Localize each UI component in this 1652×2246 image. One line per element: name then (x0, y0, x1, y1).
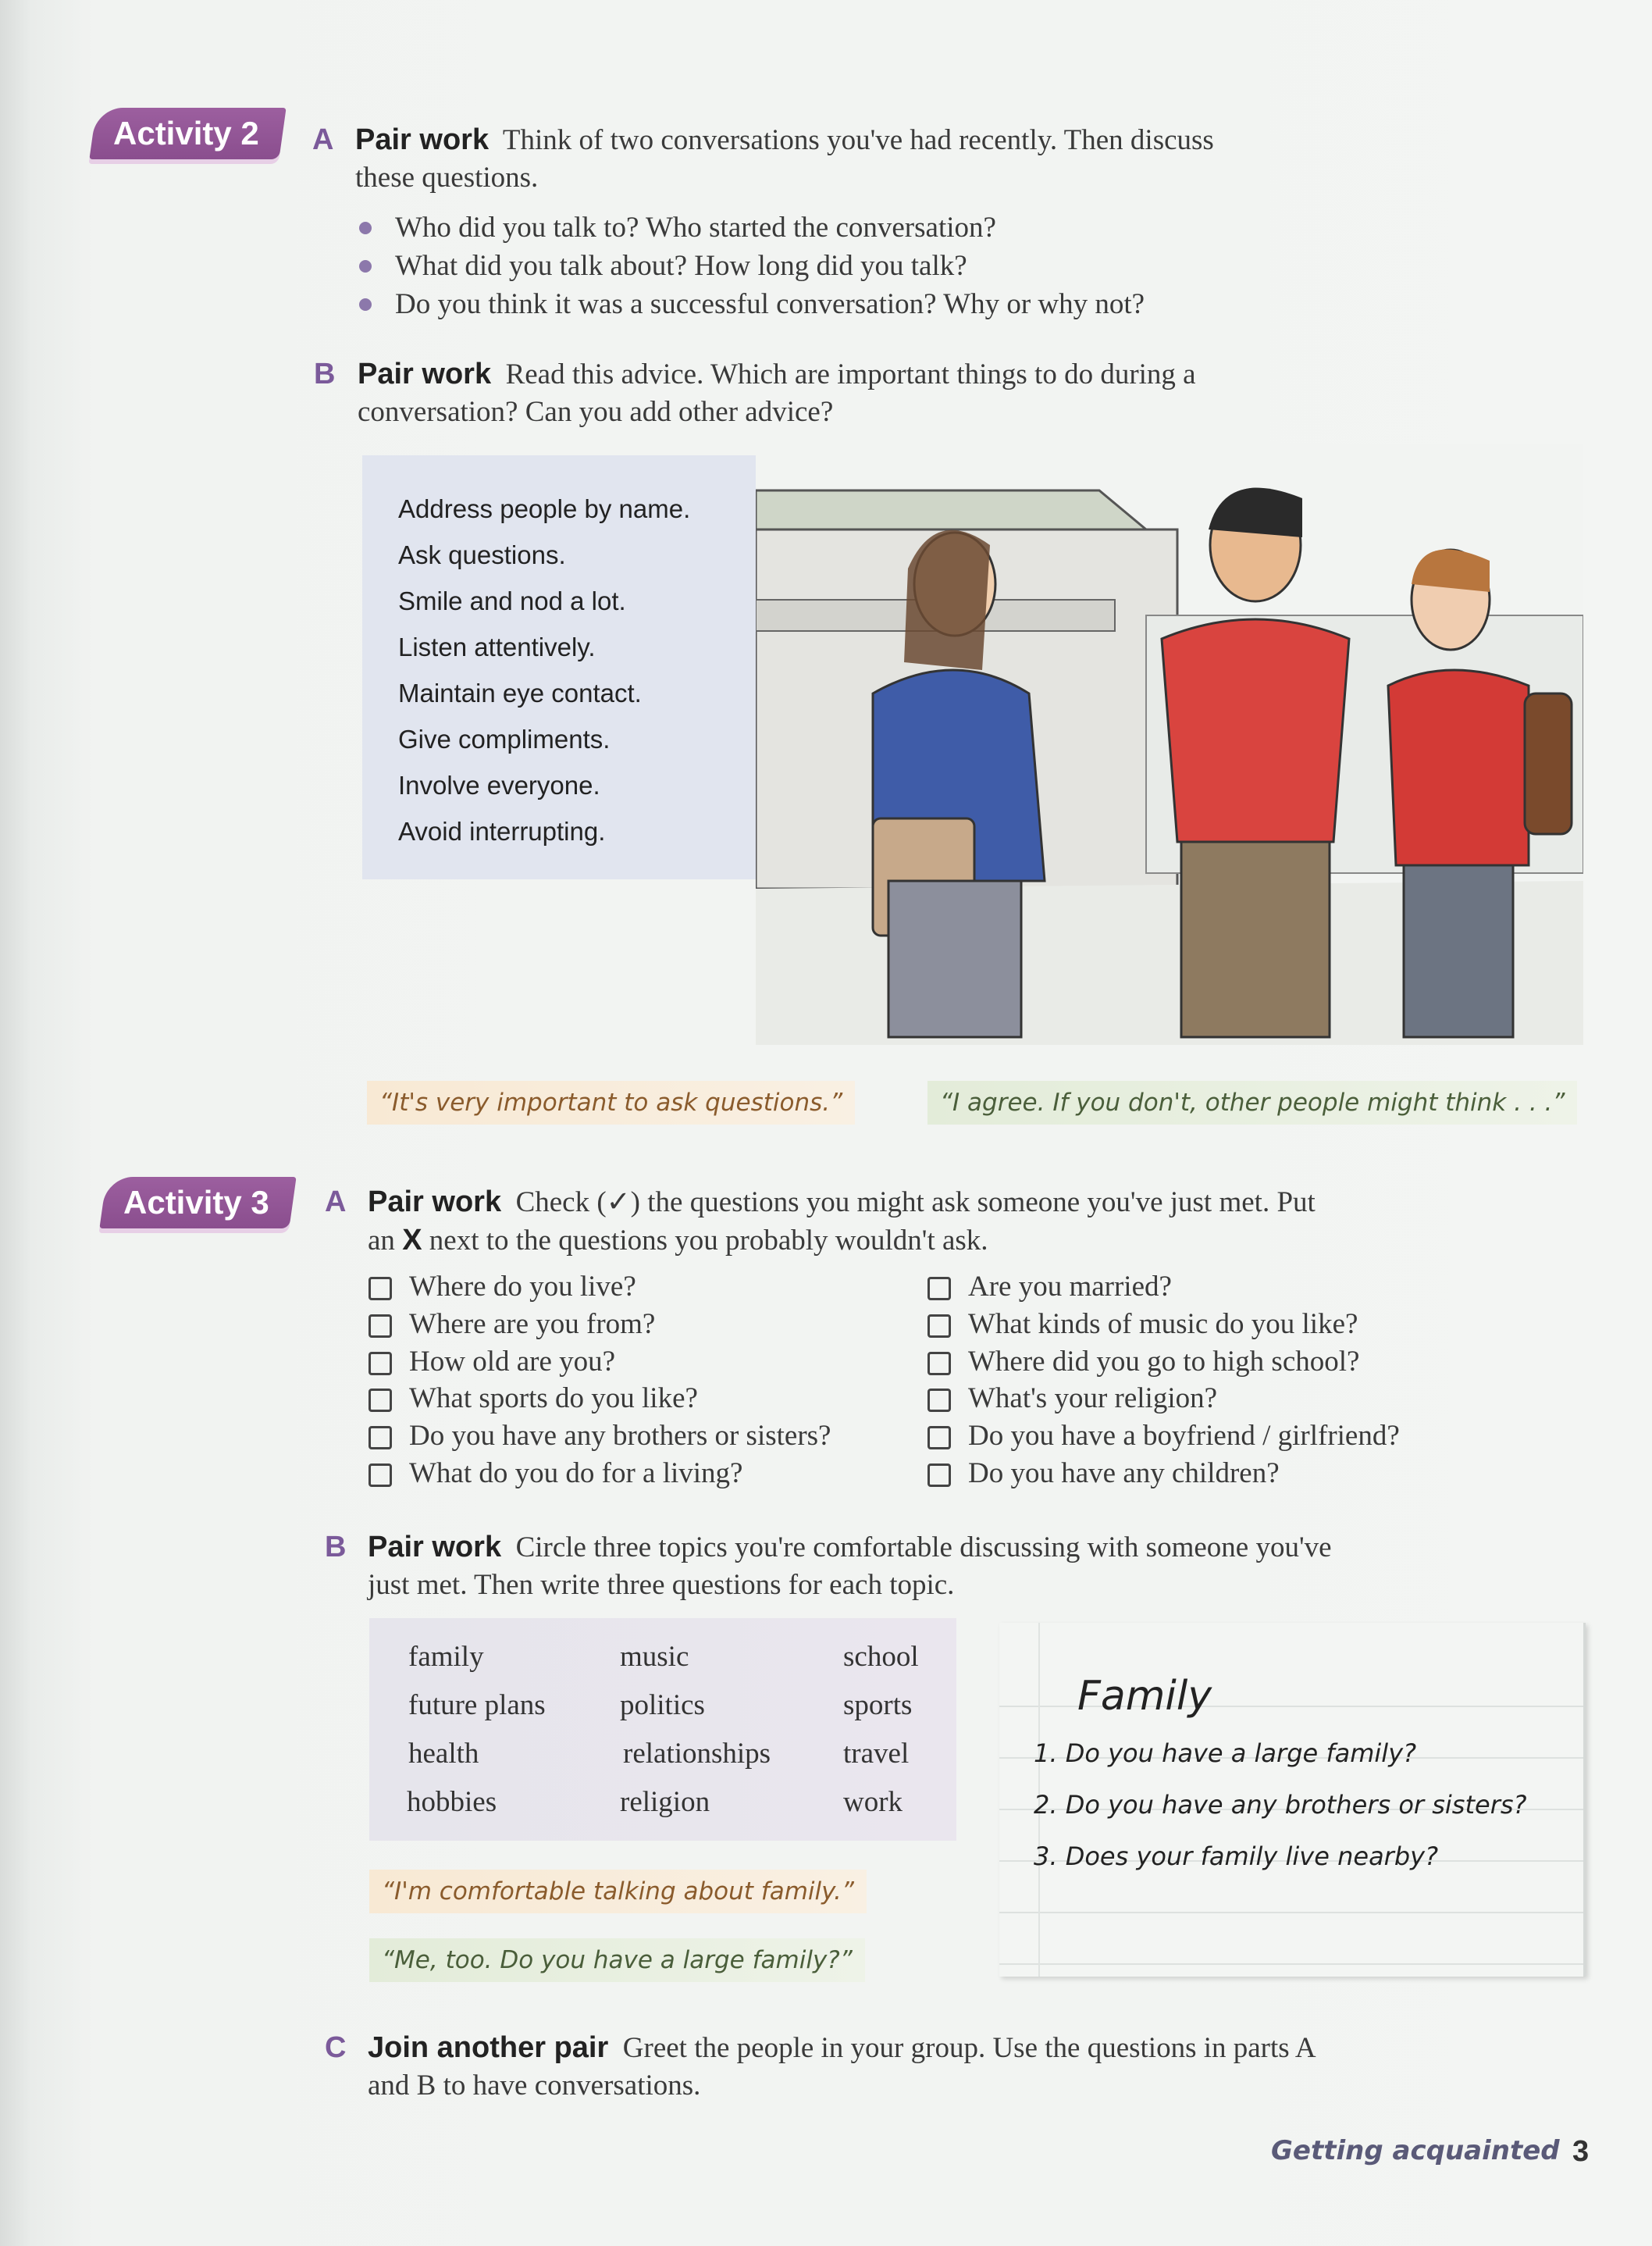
part-b-letter: B (314, 358, 336, 390)
section-title: Getting acquainted (1271, 2135, 1560, 2166)
topic-word[interactable]: music (620, 1641, 689, 1673)
note-item: 2. Do you have any brothers or sisters? (1034, 1790, 1527, 1820)
note-title: Family (1077, 1673, 1212, 1720)
checkbox-item[interactable]: Where are you from? (409, 1307, 655, 1341)
topics-box (369, 1618, 956, 1841)
topic-word[interactable]: health (408, 1738, 479, 1770)
checkbox-item[interactable]: Do you have a boyfriend / girlfriend? (968, 1419, 1400, 1453)
example-quote: “It's very important to ask questions.” (367, 1081, 855, 1125)
bullet-item: Who did you talk to? Who started the conversation? (395, 211, 996, 244)
activity-2-part-a-instructions: Pair work Think of two conversations you've had recently. Then discuss these questions. (355, 123, 1214, 194)
advice-item: Give compliments. (398, 725, 611, 754)
advice-item: Address people by name. (398, 494, 691, 523)
part-b-letter: B (325, 1531, 347, 1563)
checkbox-item[interactable]: Are you married? (968, 1270, 1172, 1303)
topic-word[interactable]: future plans (408, 1689, 546, 1721)
checkbox-item[interactable]: What's your religion? (968, 1381, 1217, 1415)
checkbox-item[interactable]: Where did you go to high school? (968, 1345, 1359, 1378)
example-quote: “I agree. If you don't, other people might think . . .” (927, 1081, 1577, 1125)
topic-word[interactable]: sports (843, 1689, 913, 1721)
topic-word[interactable]: hobbies (407, 1786, 497, 1818)
page-number: 3 (1572, 2135, 1590, 2168)
example-quote: “I'm comfortable talking about family.” (369, 1870, 867, 1913)
advice-item: Smile and nod a lot. (398, 586, 626, 615)
topic-word[interactable]: politics (620, 1689, 705, 1721)
example-quote: “Me, too. Do you have a large family?” (369, 1938, 865, 1982)
activity-3-part-a-instructions: Pair work Check (✓) the questions you might ask someone you've just met. Put an X next to the questions you probably wouldn't ask. (368, 1185, 1316, 1257)
note-item: 3. Does your family live nearby? (1034, 1841, 1439, 1871)
topic-word[interactable]: school (843, 1641, 919, 1673)
topic-word[interactable]: relationships (623, 1738, 771, 1770)
checkbox-item[interactable]: How old are you? (409, 1345, 615, 1378)
part-a-letter: A (325, 1185, 347, 1218)
notebook-paper (999, 1623, 1586, 1977)
checkbox-item[interactable]: Where do you live? (409, 1270, 636, 1303)
part-c-letter: C (325, 2031, 347, 2064)
checkbox-item[interactable]: Do you have any brothers or sisters? (409, 1419, 831, 1453)
advice-item: Ask questions. (398, 540, 566, 569)
activity-2-badge: Activity 2 (89, 108, 286, 159)
activity-2-part-b-instructions: Pair work Read this advice. Which are important things to do during a conversation? Can you add other advice? (358, 358, 1196, 428)
activity-3-part-b-instructions: Pair work Circle three topics you're comfortable discussing with someone you've just met. Then write three questions for each topic. (368, 1531, 1332, 1601)
checkbox-item[interactable]: What kinds of music do you like? (968, 1307, 1358, 1341)
checkbox-item[interactable]: What do you do for a living? (409, 1456, 742, 1490)
students-illustration (756, 444, 1583, 1045)
advice-item: Involve everyone. (398, 771, 600, 800)
part-a-letter: A (312, 123, 334, 156)
topic-word[interactable]: travel (843, 1738, 910, 1770)
advice-item: Maintain eye contact. (398, 679, 642, 708)
bullet-item: Do you think it was a successful conversation? Why or why not? (395, 287, 1145, 321)
checkbox-item[interactable]: Do you have any children? (968, 1456, 1280, 1490)
checkbox-item[interactable]: What sports do you like? (409, 1381, 698, 1415)
bullet-item: What did you talk about? How long did you talk? (395, 249, 967, 283)
note-item: 1. Do you have a large family? (1034, 1738, 1417, 1768)
topic-word[interactable]: family (408, 1641, 484, 1673)
topic-word[interactable]: religion (620, 1786, 710, 1818)
activity-3-part-c-instructions: Join another pair Greet the people in your group. Use the questions in parts A and B to have conversations. (368, 2031, 1316, 2102)
advice-item: Avoid interrupting. (398, 817, 606, 846)
topic-word[interactable]: work (843, 1786, 903, 1818)
advice-item: Listen attentively. (398, 633, 596, 661)
activity-3-badge: Activity 3 (99, 1177, 296, 1228)
advice-box (362, 455, 756, 879)
